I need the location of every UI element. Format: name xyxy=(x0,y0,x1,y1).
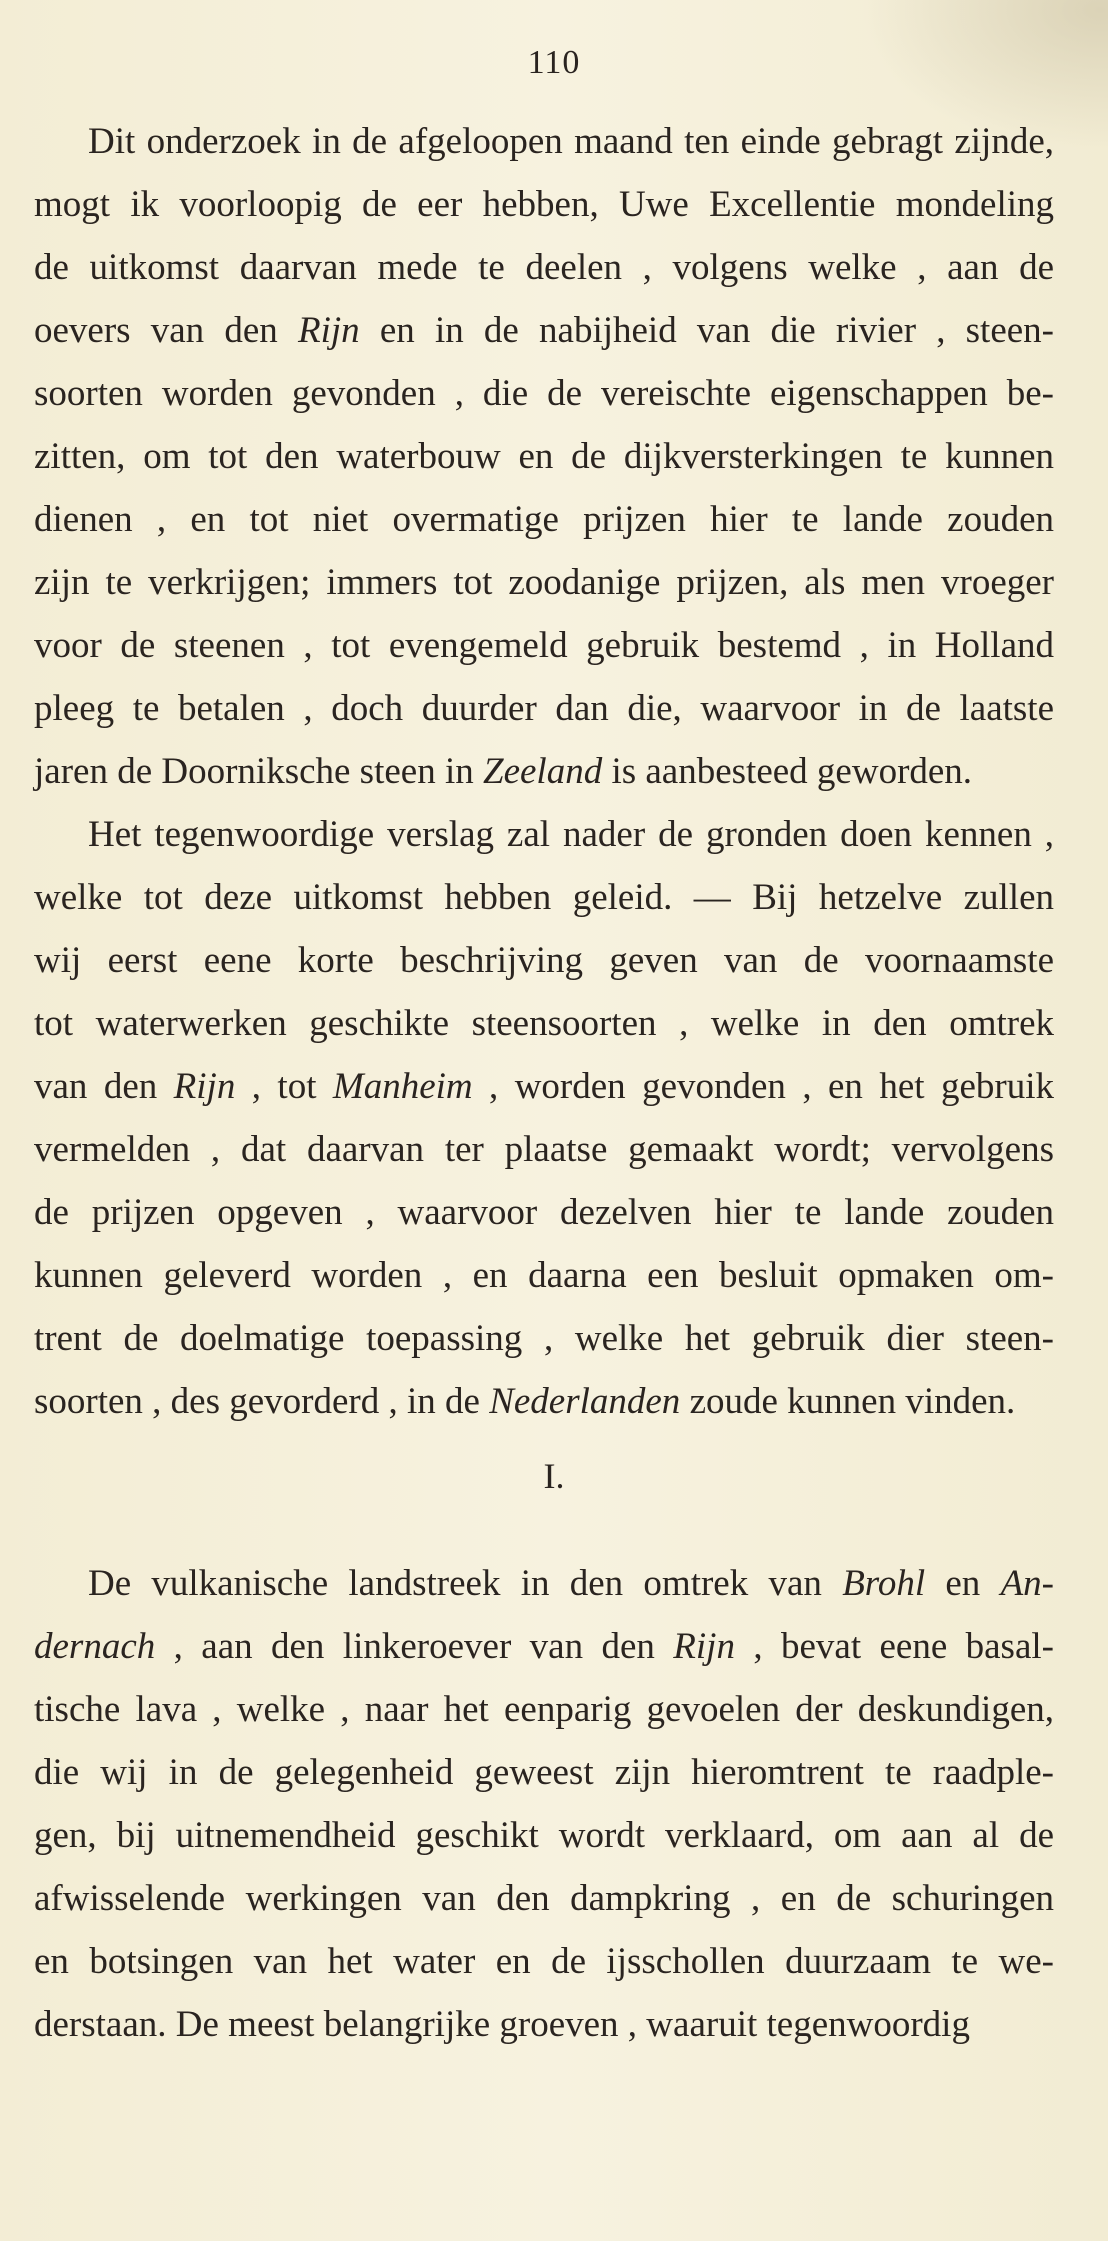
text-line: vermelden , dat daarvan ter plaatse gemaakt wordt; vervolgens xyxy=(34,1129,1054,1170)
text-line xyxy=(88,1562,1054,1606)
text-line: afwisselende werkingen van den dampkring , en de schuringen xyxy=(34,1878,1054,1919)
italic-place-name: An- xyxy=(1000,1563,1054,1604)
text-line: gen, bij uitnemendheid geschikt wordt verklaard, om aan al de xyxy=(34,1815,1054,1856)
italic-place-name: Rijn xyxy=(297,310,360,351)
text-segment: jaren de Doorniksche steen in xyxy=(34,751,483,792)
text-segment: , aan den linkeroever van den xyxy=(155,1626,674,1667)
text-line: tische lava , welke , naar het eenparig gevoelen der deskundigen, xyxy=(34,1689,1054,1730)
italic-place-name: Rijn xyxy=(173,1066,236,1107)
italic-place-name: Manheim xyxy=(332,1066,473,1107)
text-segment: , worden gevonden , en het gebruik xyxy=(472,1066,1054,1107)
text-line xyxy=(34,1625,1054,1669)
italic-place-name: dernach xyxy=(34,1626,156,1667)
text-segment: van den xyxy=(34,1066,174,1107)
text-segment: is aanbesteed geworden. xyxy=(602,751,973,792)
italic-place-name: Zeeland xyxy=(483,751,603,792)
text-line: trent de doelmatige toepassing , welke het gebruik dier steen- xyxy=(34,1318,1054,1359)
text-line: kunnen geleverd worden , en daarna een besluit opmaken om- xyxy=(34,1255,1054,1296)
text-line: derstaan. De meest belangrijke groeven , waaruit tegenwoordig xyxy=(34,2004,970,2045)
text-line: wij eerst eene korte beschrijving geven van de voornaamste xyxy=(34,940,1054,981)
text-line: welke tot deze uitkomst hebben geleid. — Bij hetzelve zullen xyxy=(34,877,1054,918)
text-line: voor de steenen , tot evengemeld gebruik bestemd , in Holland xyxy=(34,625,1054,666)
text-line: die wij in de gelegenheid geweest zijn hieromtrent te raadple- xyxy=(34,1752,1054,1793)
text-line: dienen , en tot niet overmatige prijzen hier te lande zouden xyxy=(34,499,1054,540)
text-line: Het tegenwoordige verslag zal nader de gronden doen kennen , xyxy=(88,814,1054,855)
italic-place-name: Brohl xyxy=(842,1563,926,1604)
italic-place-name: Rijn xyxy=(673,1626,735,1667)
text-segment: , tot xyxy=(235,1066,333,1107)
text-line: tot waterwerken geschikte steensoorten , welke in den omtrek xyxy=(34,1003,1054,1044)
section-heading: I. xyxy=(543,1456,565,1496)
text-line: pleeg te betalen , doch duurder dan die, waarvoor in de laatste xyxy=(34,688,1054,729)
text-line: mogt ik voorloopig de eer hebben, Uwe Excellentie mondeling xyxy=(34,184,1054,225)
text-segment: en in de nabijheid van die rivier , steen- xyxy=(359,310,1054,351)
text-line xyxy=(34,750,1054,794)
text-line: Dit onderzoek in de afgeloopen maand ten einde gebragt zijnde, xyxy=(88,121,1054,162)
text-line: de prijzen opgeven , waarvoor dezelven hier te lande zouden xyxy=(34,1192,1054,1233)
text-line: de uitkomst daarvan mede te deelen , volgens welke , aan de xyxy=(34,247,1054,288)
text-line xyxy=(34,1065,1054,1109)
text-line: zitten, om tot den waterbouw en de dijkversterkingen te kunnen xyxy=(34,436,1054,477)
text-segment: soorten , des gevorderd , in de xyxy=(34,1381,490,1422)
text-segment: De vulkanische landstreek in den omtrek van xyxy=(88,1563,843,1604)
text-line: en botsingen van het water en de ijsschollen duurzaam te we- xyxy=(34,1941,1054,1982)
text-segment: zoude kunnen vinden. xyxy=(680,1381,1016,1422)
page-number: 110 xyxy=(527,44,581,81)
text-line: soorten worden gevonden , die de vereischte eigenschappen be- xyxy=(34,373,1054,414)
text-segment: en xyxy=(925,1563,1001,1604)
text-segment: oevers van den xyxy=(34,310,298,351)
text-line: zijn te verkrijgen; immers tot zoodanige prijzen, als men vroeger xyxy=(34,562,1054,603)
text-segment: , bevat eene basal- xyxy=(734,1626,1054,1667)
italic-place-name: Nederlanden xyxy=(489,1381,681,1422)
text-line xyxy=(34,1380,1054,1424)
text-line xyxy=(34,309,1054,353)
